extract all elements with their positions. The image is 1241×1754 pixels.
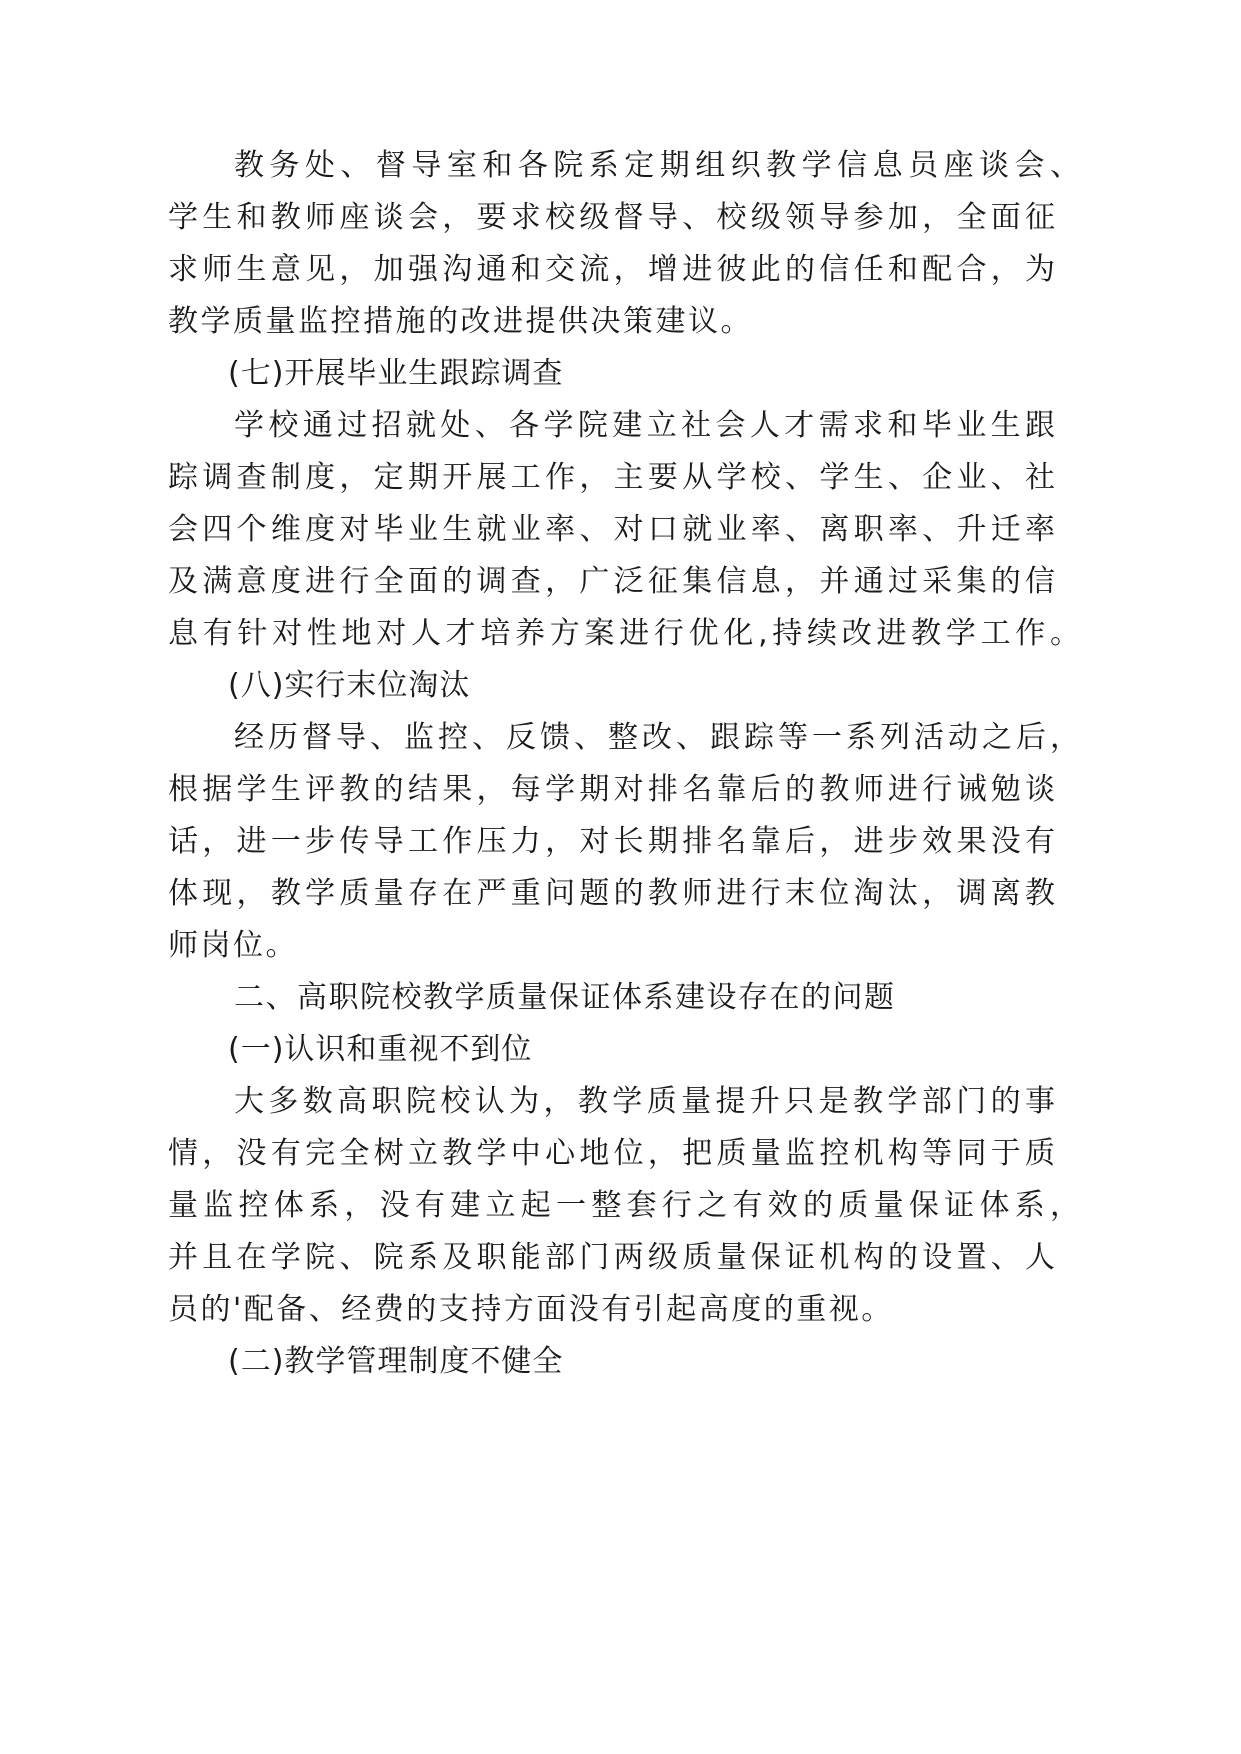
section-heading: 二、高职院校教学质量保证体系建设存在的问题 — [234, 980, 896, 1015]
paragraph-line: 教务处、督导室和各院系定期组织教学信息员座谈会、 — [234, 148, 1080, 183]
paragraph-line: 经历督导、监控、反馈、整改、跟踪等一系列活动之后， — [234, 720, 1080, 755]
paragraph-line: 息有针对性地对人才培养方案进行优化,持续改进教学工作。 — [168, 616, 1080, 651]
paragraph-line: 体现，教学质量存在严重问题的教师进行末位淘汰，调离教 — [168, 876, 1055, 911]
section-heading: (八)实行末位淘汰 — [228, 668, 471, 703]
paragraph-line: 踪调查制度，定期开展工作，主要从学校、学生、企业、社 — [168, 460, 1055, 495]
paragraph-line: 学校通过招就处、各学院建立社会人才需求和毕业生跟 — [234, 408, 1055, 443]
paragraph-line: 量监控体系，没有建立起一整套行之有效的质量保证体系， — [168, 1188, 1080, 1223]
paragraph-line: 员的'配备、经费的支持方面没有引起高度的重视。 — [168, 1292, 894, 1327]
paragraph-line: 学生和教师座谈会，要求校级督导、校级领导参加，全面征 — [168, 200, 1055, 235]
paragraph-line: 会四个维度对毕业生就业率、对口就业率、离职率、升迁率 — [168, 512, 1055, 547]
paragraph-line: 情，没有完全树立教学中心地位，把质量监控机构等同于质 — [168, 1136, 1055, 1171]
paragraph-line: 大多数高职院校认为，教学质量提升只是教学部门的事 — [234, 1084, 1055, 1119]
section-heading: (一)认识和重视不到位 — [228, 1032, 533, 1067]
paragraph-line: 求师生意见，加强沟通和交流，增进彼此的信任和配合，为 — [168, 252, 1055, 287]
paragraph-line: 及满意度进行全面的调查，广泛征集信息，并通过采集的信 — [168, 564, 1055, 599]
paragraph-line: 并且在学院、院系及职能部门两级质量保证机构的设置、人 — [168, 1240, 1055, 1275]
paragraph-line: 教学质量监控措施的改进提供决策建议。 — [168, 304, 753, 339]
paragraph-line: 师岗位。 — [168, 928, 298, 963]
section-heading: (七)开展毕业生跟踪调查 — [228, 356, 564, 391]
section-heading: (二)教学管理制度不健全 — [228, 1344, 564, 1379]
paragraph-line: 话，进一步传导工作压力，对长期排名靠后，进步效果没有 — [168, 824, 1055, 859]
paragraph-line: 根据学生评教的结果，每学期对排名靠后的教师进行诫勉谈 — [168, 772, 1055, 807]
